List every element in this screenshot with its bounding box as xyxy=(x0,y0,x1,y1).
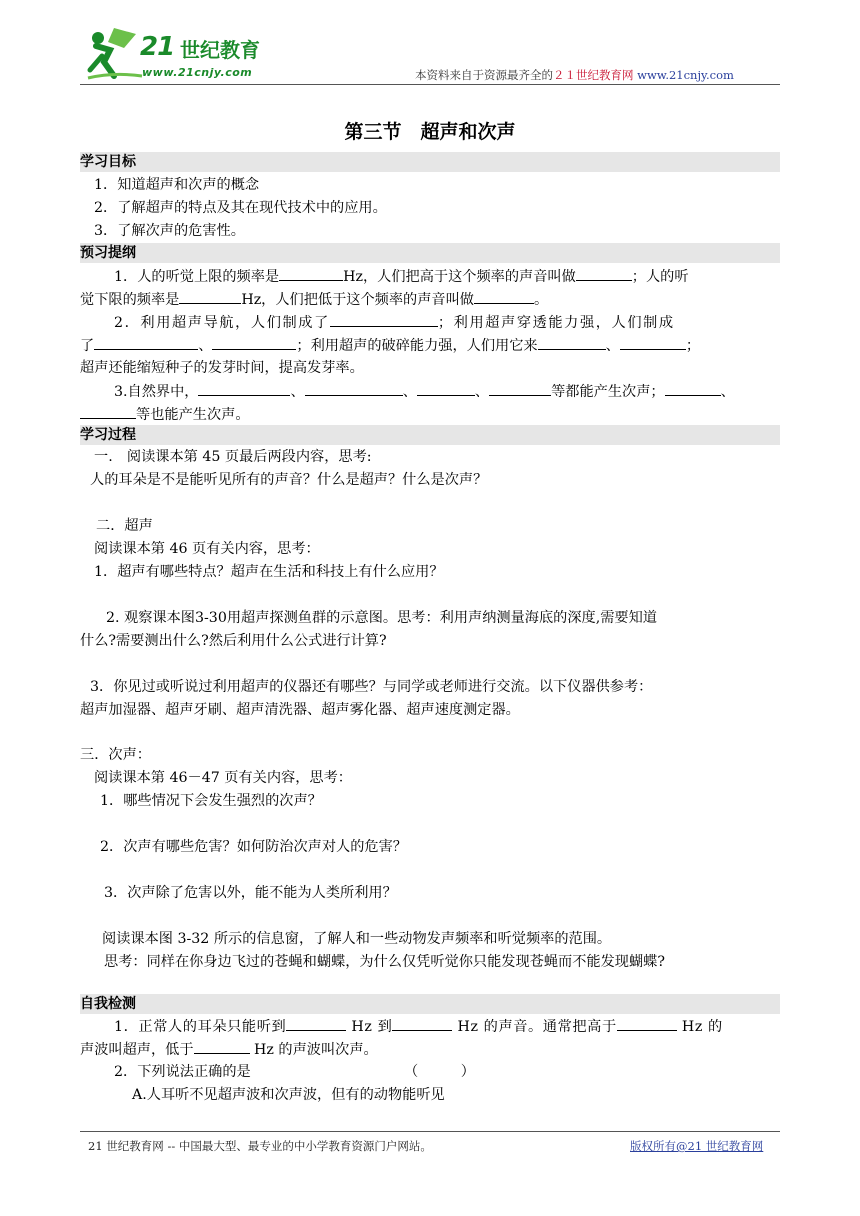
header-note-brand[interactable]: ２１世纪教育网 xyxy=(553,68,634,82)
selfcheck-q2-option-a: A.人耳听不见超声波和次声波，但有的动物能听见 xyxy=(132,1087,445,1103)
footer-divider xyxy=(80,1131,780,1132)
text: Hz，人们把低于这个频率的声音叫做 xyxy=(241,292,474,308)
blank[interactable] xyxy=(80,404,136,419)
blank[interactable] xyxy=(576,266,632,281)
process-s3-q1: 1．哪些情况下会发生强烈的次声？ xyxy=(100,793,322,809)
process-s1-question: 人的耳朵是不是能听见所有的声音？什么是超声？什么是次声？ xyxy=(90,472,488,488)
selfcheck-q2 xyxy=(114,1062,251,1082)
process-s3-heading: 三．次声： xyxy=(80,747,151,763)
logo-url: www.21cnjy.com xyxy=(142,66,253,79)
process-s3-read: 阅读课本第 46－47 页有关内容，思考： xyxy=(94,770,352,786)
blank[interactable] xyxy=(94,335,198,350)
blank[interactable] xyxy=(617,1016,677,1031)
text: Hz 到 xyxy=(351,1019,393,1035)
header-note-url[interactable]: www.21cnjy.com xyxy=(637,68,734,82)
process-s2-q3: 3．你见过或听说过利用超声的仪器还有哪些？与同学或老师进行交流。以下仪器供参考： xyxy=(90,679,653,695)
text: 等都能产生次声； xyxy=(551,384,665,400)
blank[interactable] xyxy=(474,289,534,304)
process-s3-think: 思考：同样在你身边飞过的苍蝇和蝴蝶，为什么仅凭听觉你只能发现苍蝇而不能发现蝴蝶? xyxy=(104,954,665,970)
process-s2-q1: 1．超声有哪些特点？超声在生活和科技上有什么应用？ xyxy=(94,564,444,580)
selfcheck-q1-cont xyxy=(80,1039,378,1060)
blank[interactable] xyxy=(179,289,241,304)
goal-item: 3．了解次声的危害性。 xyxy=(94,223,245,239)
text: 、 xyxy=(198,338,213,354)
text: 3.自然界中， xyxy=(114,384,199,400)
footer-copyright-link[interactable]: 版权所有@21 世纪教育网 xyxy=(630,1139,764,1153)
preview-line-1 xyxy=(114,266,689,287)
text: Hz 的 xyxy=(681,1019,723,1035)
blank[interactable] xyxy=(279,266,343,281)
section-heading-preview: 预习提纲 xyxy=(80,243,780,263)
process-s1-heading: 一. 阅读课本第 45 页最后两段内容，思考: xyxy=(94,449,372,465)
footer-tagline: 21 世纪教育网 -- 中国最大型、最专业的中小学教育资源门户网站。 xyxy=(88,1139,432,1153)
blank[interactable] xyxy=(620,335,686,350)
text: 、 xyxy=(720,384,735,400)
header-divider xyxy=(80,84,780,85)
text: Hz 的声波叫次声。 xyxy=(254,1042,378,1058)
site-logo[interactable] xyxy=(84,26,284,86)
text: ；利用超声的破碎能力强，人们用它来 xyxy=(296,338,538,354)
text: 觉下限的频率是 xyxy=(80,292,180,308)
process-s2-q3-cont: 超声加湿器、超声牙刷、超声清洗器、超声雾化器、超声速度测定器。 xyxy=(80,702,520,718)
preview-line-5: 超声还能缩短种子的发芽时间，提高发芽率。 xyxy=(80,360,364,376)
blank[interactable] xyxy=(392,1016,452,1031)
section-heading-goals: 学习目标 xyxy=(80,152,780,172)
blank[interactable] xyxy=(212,335,296,350)
process-s3-q3: 3．次声除了危害以外，能不能为人类所利用？ xyxy=(104,885,397,901)
text: Hz，人们把高于这个频率的声音叫做 xyxy=(343,269,576,285)
section-heading-process: 学习过程 xyxy=(80,425,780,445)
runner-logo-icon xyxy=(84,26,144,82)
header-note-prefix: 本资料来自于资源最齐全的 xyxy=(415,68,553,82)
blank[interactable] xyxy=(665,381,721,396)
text: ；利用超声穿透能力强，人们制成 xyxy=(437,315,675,331)
text: 。 xyxy=(534,292,549,308)
blank[interactable] xyxy=(417,381,475,396)
text: 、 xyxy=(402,384,417,400)
text: 、 xyxy=(605,338,620,354)
logo-number: 21 xyxy=(140,32,175,62)
blank[interactable] xyxy=(286,1016,346,1031)
preview-line-4 xyxy=(80,335,700,356)
process-s2-heading: 二．超声 xyxy=(96,518,153,534)
blank[interactable] xyxy=(489,381,551,396)
text: 、 xyxy=(474,384,490,400)
process-s2-q2: 2. 观察课本图3-30用超声探测鱼群的示意图。思考：利用声纳测量海底的深度,需要知道 xyxy=(106,610,657,626)
text: 1．正常人的耳朵只能听到 xyxy=(114,1019,287,1035)
selfcheck-q1 xyxy=(114,1016,723,1037)
page-title: 第三节 超声和次声 xyxy=(344,121,516,143)
text: 1．人的听觉上限的频率是 xyxy=(114,269,280,285)
blank[interactable] xyxy=(305,381,403,396)
blank[interactable] xyxy=(194,1039,250,1054)
text: 、 xyxy=(290,384,305,400)
preview-line-6 xyxy=(114,381,735,402)
section-heading-selfcheck: 自我检测 xyxy=(80,994,780,1014)
text: 等也能产生次声。 xyxy=(136,407,250,423)
blank[interactable] xyxy=(330,312,438,327)
text: ；人的听 xyxy=(631,269,689,285)
logo-text: 世纪教育 xyxy=(180,38,260,62)
goal-item: 1．知道超声和次声的概念 xyxy=(94,177,260,193)
process-s3-q2: 2．次声有哪些危害？如何防治次声对人的危害？ xyxy=(100,839,407,855)
preview-line-2 xyxy=(80,289,548,310)
blank[interactable] xyxy=(538,335,606,350)
header-note xyxy=(415,67,734,83)
selfcheck-q2-answer-paren[interactable]: （ ） xyxy=(404,1064,475,1080)
text: 了 xyxy=(80,338,95,354)
text: 声波叫超声，低于 xyxy=(80,1042,194,1058)
text: 2．利用超声导航，人们制成了 xyxy=(114,315,330,331)
process-s2-q2-cont: 什么?需要测出什么?然后利用什么公式进行计算? xyxy=(80,633,387,649)
blank[interactable] xyxy=(198,381,290,396)
preview-line-3 xyxy=(114,312,675,333)
preview-line-7 xyxy=(80,404,250,425)
goal-item: 2．了解超声的特点及其在现代技术中的应用。 xyxy=(94,200,387,216)
process-s2-read: 阅读课本第 46 页有关内容，思考： xyxy=(94,541,320,557)
process-s3-info: 阅读课本图 3-32 所示的信息窗，了解人和一些动物发声频率和听觉频率的范围。 xyxy=(102,931,612,947)
text: Hz 的声音。通常把高于 xyxy=(457,1019,617,1035)
text: ； xyxy=(685,338,701,354)
text: 2．下列说法正确的是 xyxy=(114,1064,251,1080)
